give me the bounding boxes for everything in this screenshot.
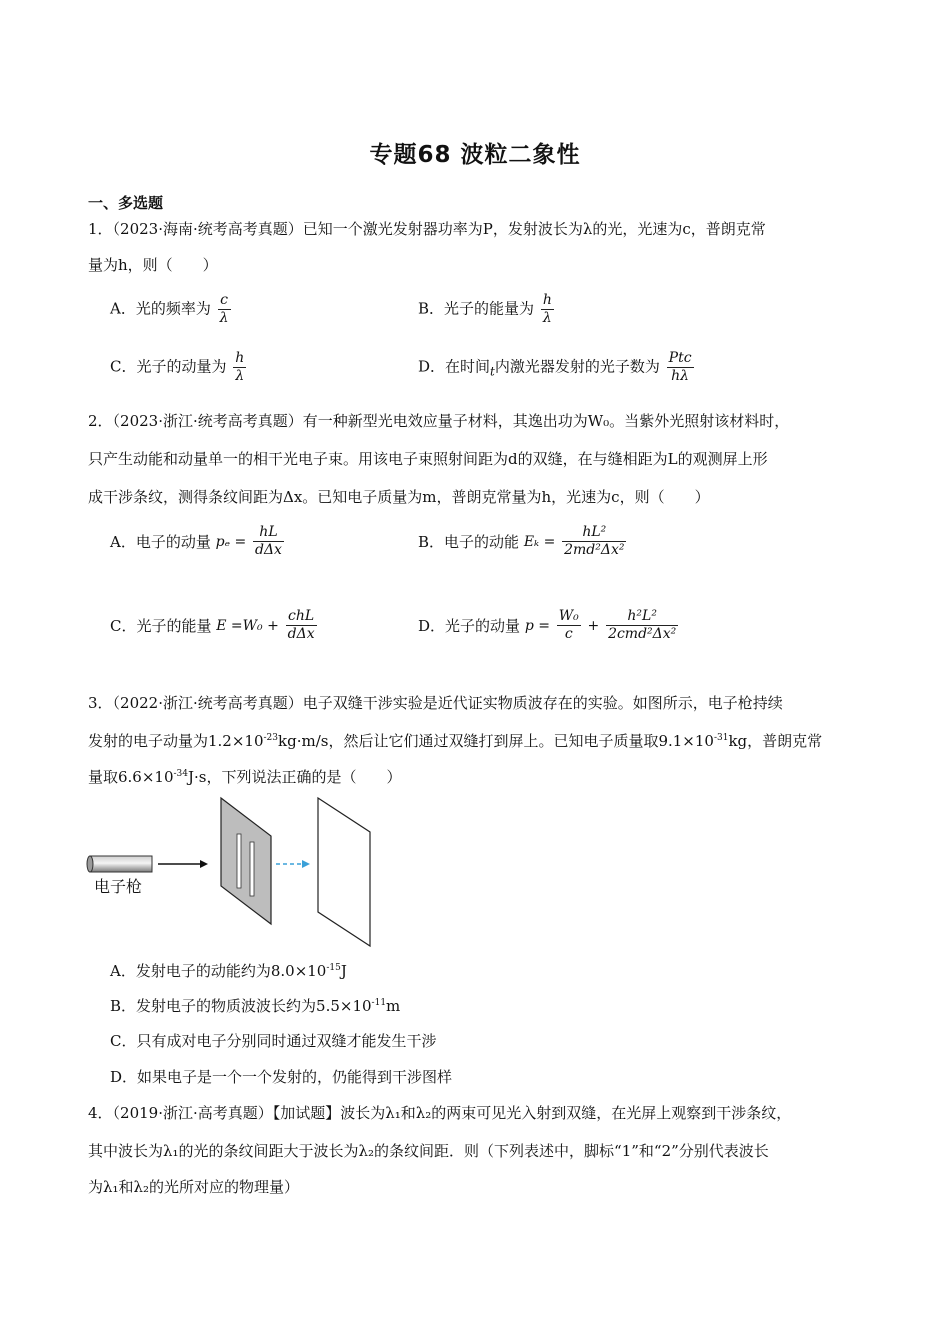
electron-gun-label: 电子枪 [94, 877, 143, 896]
double-slit-figure [84, 796, 384, 948]
q1-option-a[interactable] [110, 292, 233, 327]
q3-stem-line2: 发射的电子动量为$1.2\times 10^{-23}kg\cdot m/s$，然后让它们通过双缝打到屏上。已知电子质量取$9.1\times 10^{-31}kg$，普朗克常 [88, 732, 823, 750]
slit-plate-icon [221, 798, 271, 924]
q3-option-a[interactable]: A．发射电子的动能约为$8.0\times 10^{-15}J$ [110, 962, 347, 980]
q2-stem-line3: 成干涉条纹，测得条纹间距为Δx。已知电子质量为m，普朗克常量为h，光速为c，则（ ） [88, 488, 710, 506]
q2-option-a-label: A．电子的动量 [110, 533, 211, 551]
q2-option-d-label: D．光子的动量 [418, 617, 521, 635]
q4-stem-line2: 其中波长为λ₁的光的条纹间距大于波长为λ₂的条纹间距．则（下列表述中，脚标“1”和“2”分别代表波长 [88, 1142, 769, 1160]
q2-option-b-label: B．电子的动能 [418, 533, 520, 551]
q1-option-d-label2: 内激光器发射的光子数为 [494, 357, 660, 376]
q2-option-d-fraction1: $\frac{\text{W₀}}{c}$ [558, 608, 579, 642]
q2-option-a-lhs: pₑ = [215, 533, 247, 550]
q3-option-c[interactable]: C．只有成对电子分别同时通过双缝才能发生干涉 [110, 1032, 437, 1050]
q1-option-a-label: A．光的频率为 [110, 299, 211, 318]
q1-option-b-label: B．光子的能量为 [418, 299, 535, 318]
q1-option-d[interactable] [418, 350, 696, 385]
q4-stem-line1: 4．（2019·浙江·高考真题）【加试题】波长为λ₁和λ₂的两束可见光入射到双缝，在光屏上观察到干涉条纹， [88, 1104, 792, 1122]
q1-option-b[interactable] [418, 292, 556, 327]
q2-option-b-fraction: $\frac{\text{hL²}}{\text{2md²Δx²}}$ [564, 524, 625, 558]
q2-stem-line2: 只产生动能和动量单一的相干光电子束。用该电子束照射间距为d的双缝，在与缝相距为L的观测屏上形 [88, 450, 768, 468]
q2-option-c-label: C．光子的能量 [110, 617, 212, 635]
q2-option-c[interactable] [110, 608, 319, 643]
q1-option-c-fraction: $\frac{h}{\lambda}$ [235, 350, 245, 384]
q1-option-a-fraction: $\frac{c}{\lambda}$ [219, 292, 229, 326]
q1-stem-line1: 1．（2023·海南·统考高考真题）已知一个激光发射器功率为P，发射波长为λ的光，光速为c，普朗克常 [88, 220, 766, 238]
q2-option-a-fraction: $\frac{hL}{\text{dΔx}}$ [254, 524, 282, 558]
q2-option-b[interactable] [418, 524, 628, 559]
q4-stem-line3: 为λ₁和λ₂的光所对应的物理量） [88, 1178, 300, 1196]
q1-stem-line2: 量为h，则（ ） [88, 256, 218, 274]
q3-stem-line1: 3．（2022·浙江·统考高考真题）电子双缝干涉实验是近代证实物质波存在的实验。如图所示，电子枪持续 [88, 694, 783, 712]
dashed-arrow-to-screen-icon [276, 860, 310, 868]
screen-icon [318, 798, 370, 946]
electron-gun-icon [87, 856, 152, 872]
q3-option-b[interactable]: B．发射电子的物质波波长约为$5.5\times 10^{-11}m$ [110, 997, 401, 1015]
q2-option-c-lhs: E =W₀ + [216, 617, 279, 634]
arrow-to-slit-icon [158, 860, 208, 868]
q2-stem-line1: 2．（2023·浙江·统考高考真题）有一种新型光电效应量子材料，其逸出功为W₀。当紫外光照射该材料时， [88, 412, 790, 430]
q2-option-a[interactable] [110, 524, 286, 559]
q2-option-b-lhs: Eₖ = [523, 533, 556, 550]
q2-option-d-fraction2: $\frac{\text{h²L²}}{\text{2cmd²Δx²}}$ [608, 608, 677, 642]
q1-option-d-t: t [490, 364, 495, 379]
page-title: 专题68 波粒二象性 [369, 142, 581, 168]
q2-option-c-fraction: $\frac{\text{chL}}{\text{dΔx}}$ [287, 608, 315, 642]
q1-option-d-fraction: $\frac{\text{Ptc}}{h\lambda}$ [668, 350, 692, 384]
q1-option-c[interactable] [110, 350, 248, 385]
q2-option-d-lhs: p = [524, 617, 550, 634]
q1-option-c-label: C．光子的动量为 [110, 357, 227, 376]
section-heading: 一、多选题 [88, 194, 164, 212]
q2-option-d[interactable] [418, 608, 680, 643]
q1-option-d-label: D．在时间 [418, 357, 491, 376]
q1-option-b-fraction: $\frac{h}{\lambda}$ [542, 292, 552, 326]
q2-option-d-plus: + [587, 617, 600, 634]
q3-option-d[interactable]: D．如果电子是一个一个发射的，仍能得到干涉图样 [110, 1068, 453, 1086]
q3-stem-line3: 量取$6.6\times 10^{-34}J\cdot s$，下列说法正确的是（ ） [88, 768, 402, 786]
